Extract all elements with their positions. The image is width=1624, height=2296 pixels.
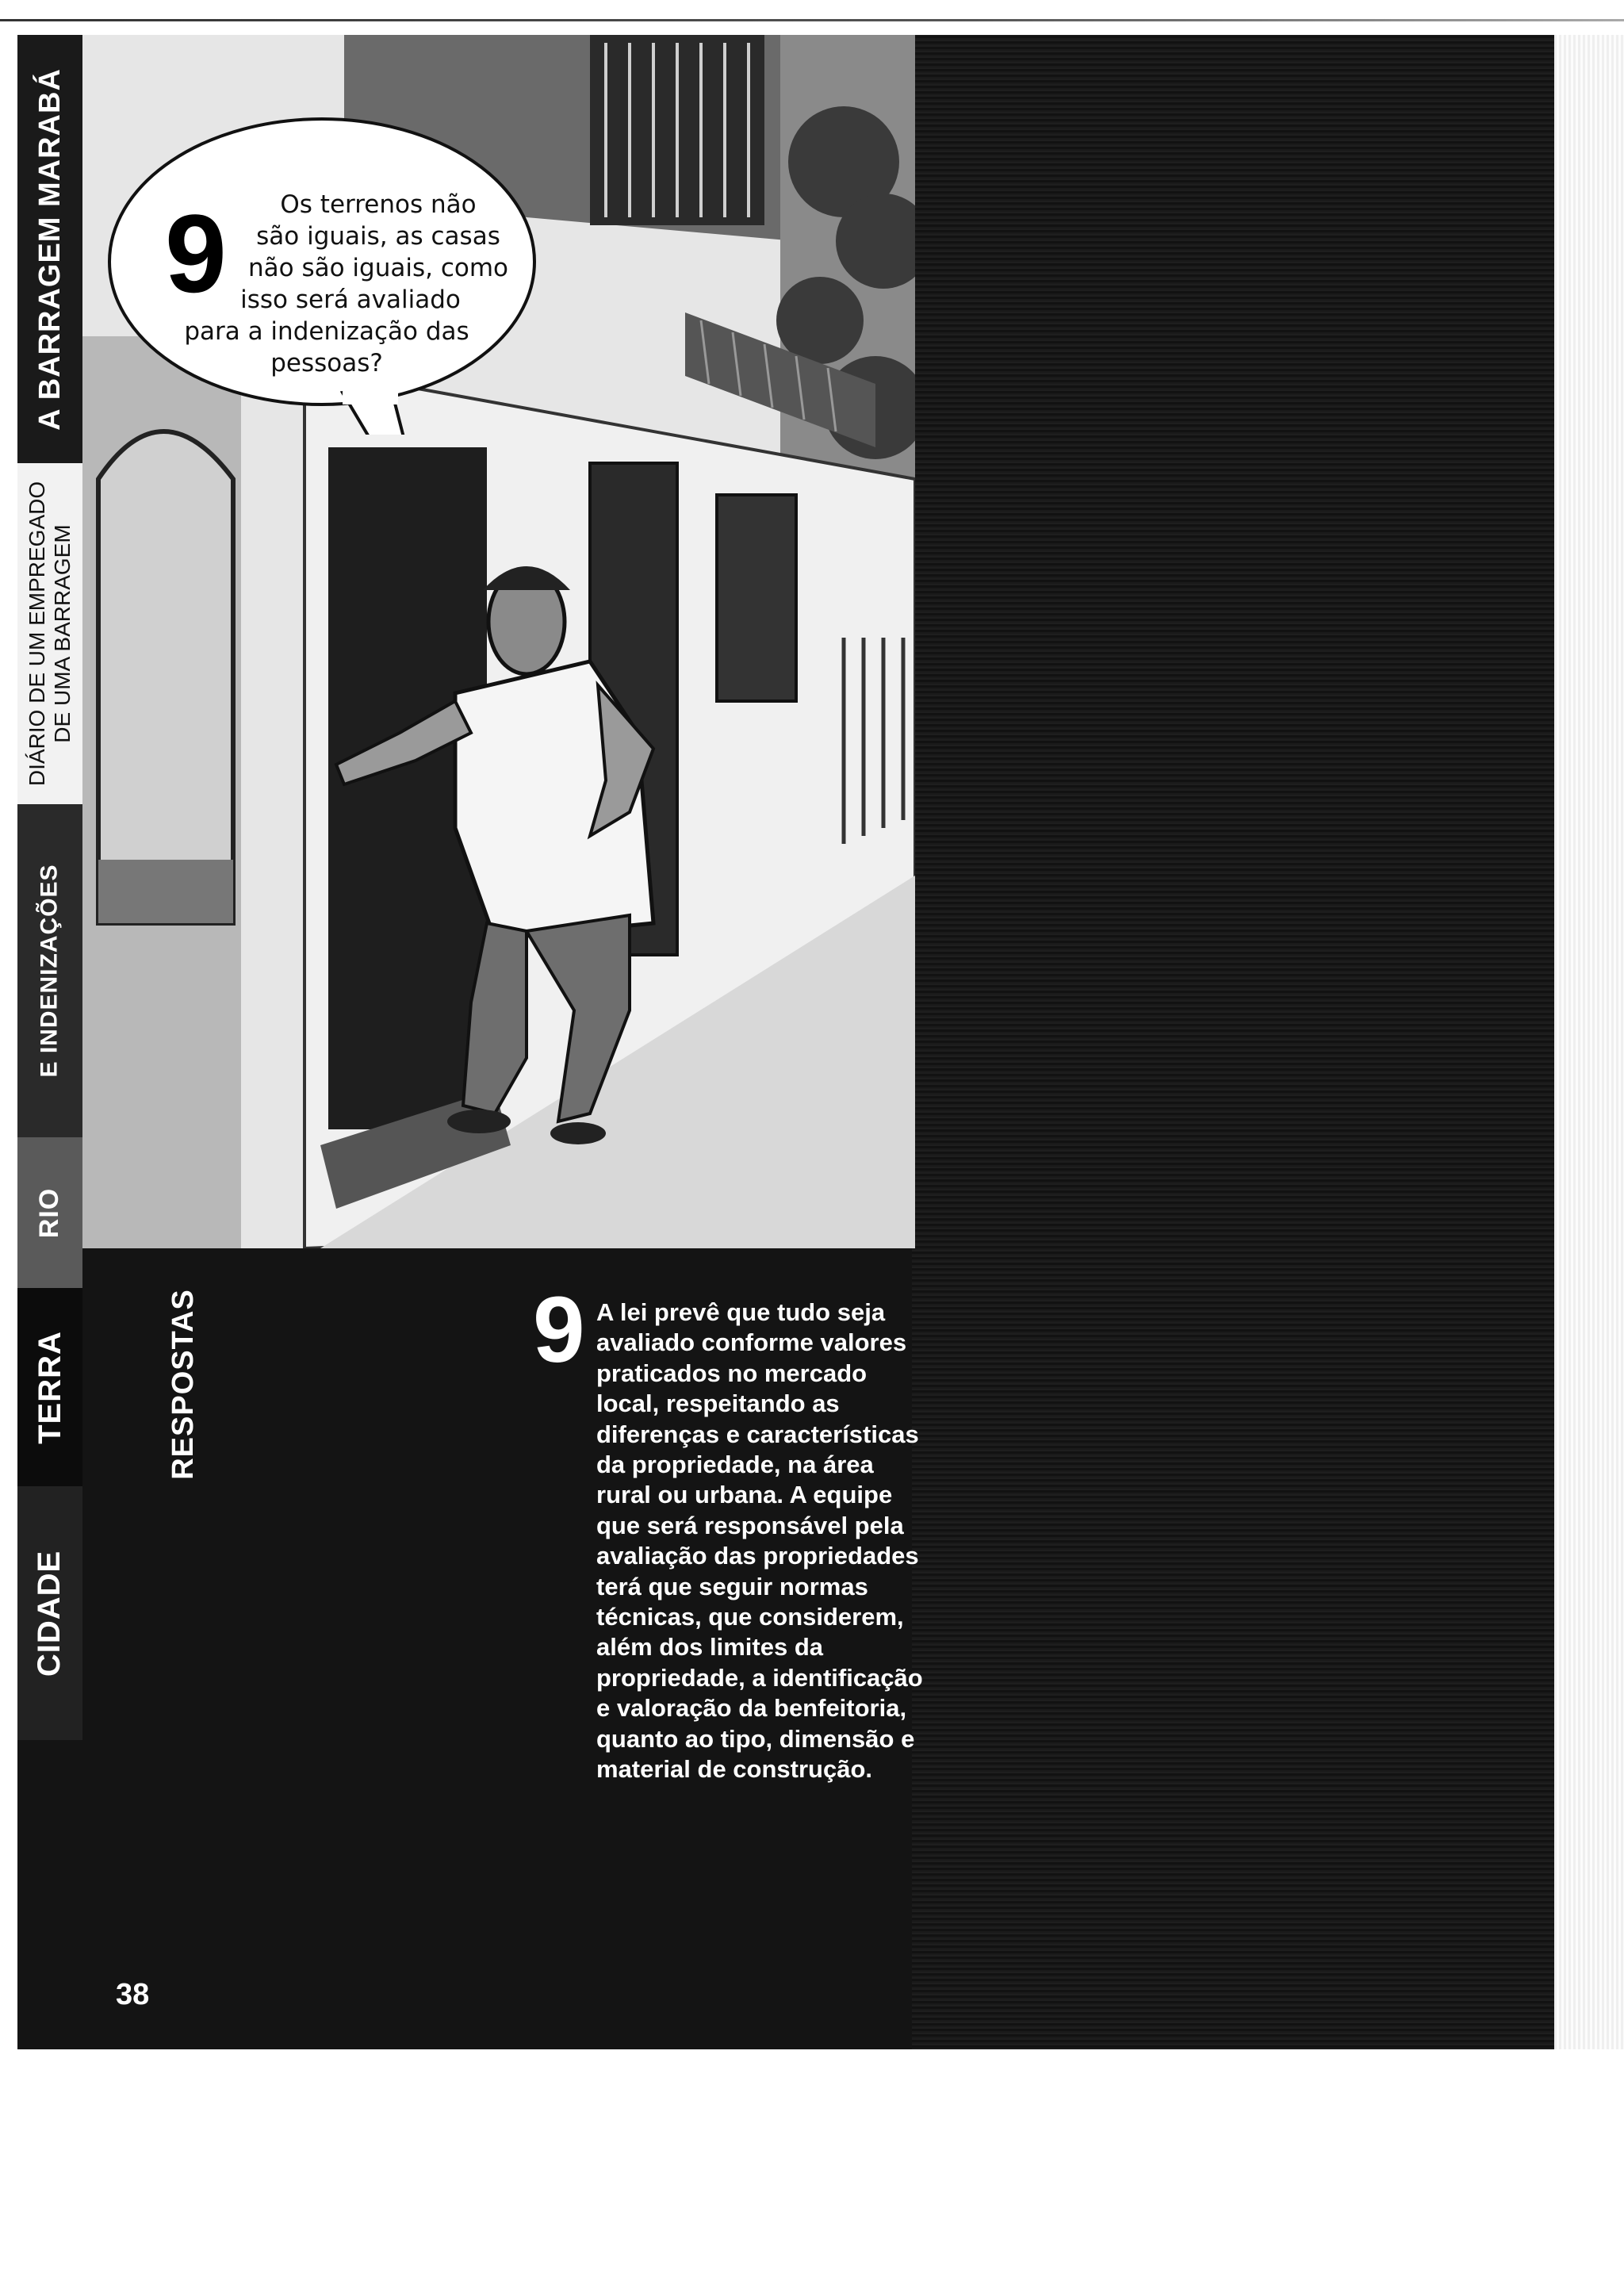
question-line: pessoas? <box>270 349 383 378</box>
answer-line: técnicas, que considerem, <box>596 1603 904 1631</box>
tab-rio-label: RIO <box>34 1187 65 1238</box>
section-spine <box>17 35 82 1685</box>
answer-line: local, respeitando as <box>596 1389 840 1418</box>
page-number: 38 <box>116 1978 150 2011</box>
answer-line: A lei prevê que tudo seja <box>596 1298 886 1326</box>
answer-line: e valoração da benfeitoria, <box>596 1694 907 1723</box>
tab-cidade-label: CIDADE <box>32 1550 67 1677</box>
top-scan-rule <box>0 19 1624 21</box>
tab-terra <box>17 1288 82 1486</box>
answer-number: 9 <box>533 1278 585 1382</box>
dark-right-panel <box>912 35 1554 2049</box>
answer-line: quanto ao tipo, dimensão e <box>596 1724 915 1753</box>
answer-line: material de construção. <box>596 1755 873 1784</box>
tab-indenizacoes <box>17 804 82 1137</box>
tab-diario <box>17 463 82 804</box>
tab-diario-line2: DE UMA BARRAGEM <box>50 524 75 743</box>
question-line: Os terrenos não <box>280 190 477 219</box>
answer-line: da propriedade, na área <box>596 1451 874 1479</box>
answer-line: avaliação das propriedades <box>596 1542 919 1570</box>
answer-line: praticados no mercado <box>596 1359 868 1387</box>
question-line: para a indenização das <box>184 317 469 346</box>
question-number: 9 <box>165 191 227 316</box>
question-line: não são iguais, como <box>247 254 508 282</box>
tab-barragem <box>17 35 82 463</box>
tab-indenizacoes-label: E INDENIZAÇÕES <box>36 864 63 1078</box>
question-line: isso será avaliado <box>240 286 461 314</box>
answer-line: rural ou urbana. A equipe <box>596 1481 893 1509</box>
tab-diario-line1: DIÁRIO DE UM EMPREGADO <box>25 481 50 787</box>
tab-rio <box>17 1137 82 1288</box>
answer-line: além dos limites da <box>596 1633 823 1662</box>
question-text <box>136 189 517 379</box>
respostas-label <box>155 1288 211 1480</box>
speech-bubble <box>105 111 539 435</box>
answer-line: propriedade, a identificação <box>596 1663 923 1692</box>
tab-terra-label: TERRA <box>32 1330 67 1444</box>
respostas-text: RESPOSTAS <box>166 1288 200 1480</box>
scan-edge-noise <box>1554 35 1624 2049</box>
answer-line: avaliado conforme valores <box>596 1328 907 1357</box>
answer-text <box>596 1297 961 1785</box>
tab-barragem-label: A BARRAGEM MARABÁ <box>33 67 67 431</box>
answer-line: diferenças e características <box>596 1420 919 1448</box>
question-line: são iguais, as casas <box>256 222 500 251</box>
tab-cidade <box>17 1486 82 1740</box>
answer-line: que será responsável pela <box>596 1511 904 1539</box>
answer-line: terá que seguir normas <box>596 1572 868 1600</box>
